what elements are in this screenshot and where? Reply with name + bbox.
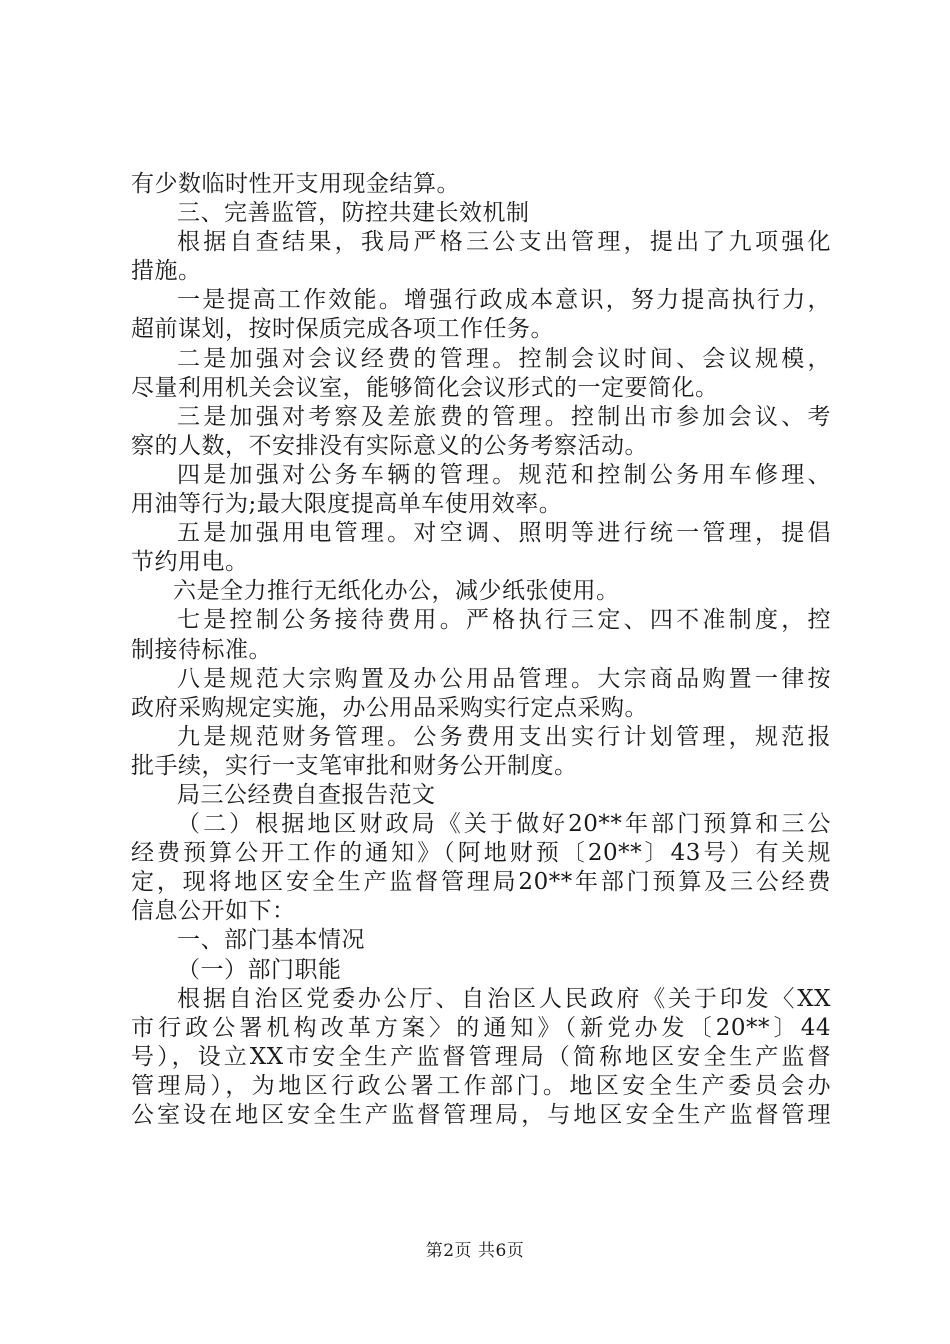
- text-line: 二是加强对会议经费的管理。控制会议时间、会议规模，: [177, 345, 831, 372]
- page-number: 第2页 共6页: [425, 1241, 525, 1261]
- text-line: 三是加强对考察及差旅费的管理。控制出市参加会议、考: [177, 403, 831, 430]
- section-heading: 局三公经费自查报告范文: [177, 781, 436, 808]
- text-line: （二）根据地区财政局《关于做好20**年部门预算和三公: [177, 811, 831, 838]
- text-line: 政府采购规定实施，办公用品采购实行定点采购。: [131, 694, 648, 721]
- text-line: 公室设在地区安全生产监督管理局，与地区安全生产监督管理: [131, 1102, 831, 1128]
- text-line: 号），设立XX市安全生产监督管理局（简称地区安全生产监督: [131, 1043, 831, 1070]
- document-body: [131, 170, 831, 1130]
- text-line: 用油等行为;最大限度提高单车使用效率。: [131, 491, 563, 518]
- text-line: 六是全力推行无纸化办公，减少纸张使用。: [173, 578, 620, 605]
- text-line: 根据自治区党委办公厅、自治区人民政府《关于印发〈XX: [177, 985, 831, 1012]
- text-line: 五是加强用电管理。对空调、照明等进行统一管理，提倡: [177, 520, 831, 547]
- text-line: 察的人数，不安排没有实际意义的公务考察活动。: [131, 432, 648, 459]
- text-line: 市行政公署机构改革方案〉的通知》（新党办发〔20**〕44: [131, 1014, 831, 1041]
- text-line: 经费预算公开工作的通知》（阿地财预〔20**〕43号）有关规: [131, 840, 831, 867]
- text-line: 一是提高工作效能。增强行政成本意识，努力提高执行力，: [177, 287, 831, 314]
- text-line: 措施。: [131, 258, 202, 285]
- text-line: 根据自查结果，我局严格三公支出管理，提出了九项强化: [177, 229, 831, 256]
- text-line: 定，现将地区安全生产监督管理局20**年部门预算及三公经费: [131, 869, 831, 896]
- section-heading: 一、部门基本情况: [177, 927, 365, 954]
- text-line: 节约用电。: [131, 549, 249, 576]
- section-heading: 三、完善监管，防控共建长效机制: [177, 200, 530, 227]
- text-line: 信息公开如下：: [131, 898, 296, 925]
- text-line: 七是控制公务接待费用。严格执行三定、四不准制度，控: [177, 607, 831, 634]
- text-line: 九是规范财务管理。公务费用支出实行计划管理，规范报: [177, 723, 831, 750]
- text-line: 八是规范大宗购置及办公用品管理。大宗商品购置一律按: [177, 665, 831, 692]
- text-line: 制接待标准。: [131, 636, 272, 663]
- text-line: 尽量利用机关会议室，能够简化会议形式的一定要简化。: [131, 374, 719, 401]
- text-line: 四是加强对公务车辆的管理。规范和控制公务用车修理、: [177, 461, 831, 488]
- text-line: 有少数临时性开支用现金结算。: [131, 171, 460, 197]
- section-heading: （一）部门职能: [177, 956, 342, 983]
- text-line: 管理局），为地区行政公署工作部门。地区安全生产委员会办: [131, 1072, 831, 1099]
- text-line: 批手续，实行一支笔审批和财务公开制度。: [131, 752, 578, 779]
- text-line: 超前谋划，按时保质完成各项工作任务。: [131, 316, 554, 343]
